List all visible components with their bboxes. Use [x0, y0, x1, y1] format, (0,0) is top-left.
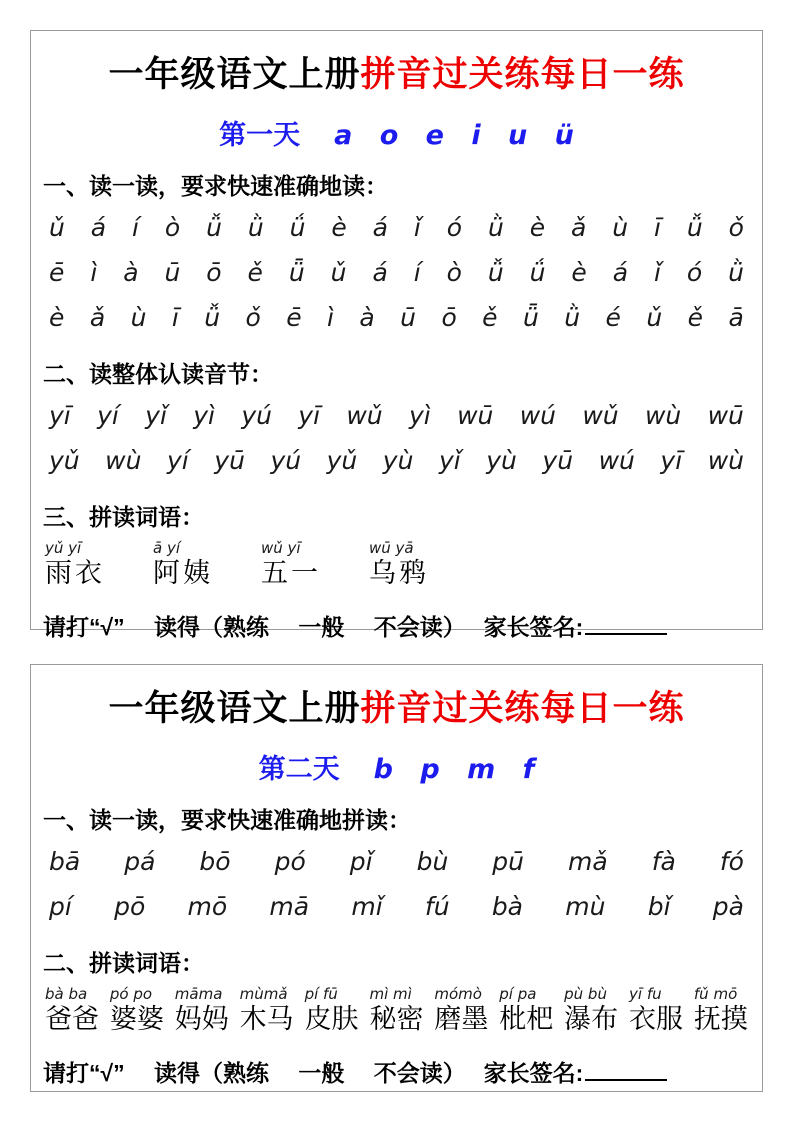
word-pinyin: wǔ yī [261, 539, 301, 557]
word-pinyin: bà ba [45, 985, 88, 1003]
pinyin-item: pó [274, 847, 306, 876]
syllable-row [43, 393, 750, 438]
pinyin-item: ǎ [571, 213, 587, 242]
syllable-item: yǔ [326, 446, 358, 475]
parent-sign-footer [43, 1055, 750, 1088]
word-item [45, 986, 99, 1037]
pinyin-row [43, 295, 750, 340]
pinyin-item: fà [651, 847, 676, 876]
word-item [369, 986, 423, 1037]
pinyin-item: ě [247, 258, 263, 287]
pinyin-item: ǚ [206, 213, 222, 242]
footer-text: 请打“√” 读得（熟练 一般 不会读） 家长签名: [43, 1060, 584, 1086]
syllable-item: wǔ [346, 401, 383, 430]
pinyin-item: ǜ [247, 213, 264, 242]
syllable-item: yǐ [145, 401, 167, 430]
word-pinyin: ā yí [153, 539, 181, 557]
section-heading-syllables: 二、读整体认读音节： [43, 361, 273, 387]
syllable-item: yí [167, 446, 189, 475]
pinyin-item: ǚ [487, 258, 504, 287]
word-item [434, 986, 488, 1037]
word-text: 妈妈 [174, 1004, 229, 1035]
word-text: 乌鸦 [369, 558, 429, 589]
pinyin-item: bà [491, 892, 524, 921]
word-text: 雨衣 [45, 558, 105, 589]
pinyin-item: ě [687, 303, 704, 332]
pinyin-item: ǔ [330, 258, 347, 287]
syllable-item: yì [408, 401, 431, 430]
pinyin-item: ù [612, 213, 629, 242]
pinyin-item: ǔ [49, 213, 65, 242]
syllable-item: wǔ [582, 401, 619, 430]
pinyin-item: ì [327, 303, 334, 332]
word-item [110, 986, 164, 1037]
pinyin-item: bō [199, 847, 231, 876]
pinyin-item: bǐ [647, 892, 671, 921]
title-black-part: 一年级语文上册 [108, 689, 361, 728]
pinyin-item: ǖ [522, 303, 539, 332]
words-row [43, 986, 750, 1037]
page-title [43, 681, 750, 731]
syllable-item: yī [49, 401, 71, 430]
day-letters: b p m f [373, 754, 535, 785]
syllable-item: yī [298, 401, 321, 430]
pinyin-item: ǎ [89, 303, 106, 332]
word-item [153, 540, 213, 591]
syllable-item: wù [105, 446, 142, 475]
pinyin-item: mǎ [568, 847, 608, 876]
day-letters: a o e i u ü [334, 120, 574, 151]
word-item [499, 986, 553, 1037]
syllable-item: yú [270, 446, 302, 475]
pinyin-item: ǜ [564, 303, 581, 332]
day-subtitle [43, 113, 750, 152]
pinyin-item: è [529, 213, 546, 242]
syllable-item: yí [97, 401, 119, 430]
word-pinyin: mómò [434, 985, 482, 1003]
word-text: 木马 [239, 1004, 294, 1035]
word-text: 阿姨 [153, 558, 213, 589]
pinyin-item: ī [171, 303, 179, 332]
pinyin-item: ǒ [728, 213, 744, 242]
word-item [45, 540, 105, 591]
word-pinyin: pó po [109, 985, 153, 1003]
syllable-item: yī [660, 446, 683, 475]
pinyin-item: fó [719, 847, 744, 876]
word-pinyin: wū yā [369, 539, 414, 557]
word-item [261, 540, 321, 591]
pinyin-item: ò [164, 213, 181, 242]
word-text: 瀑布 [564, 1004, 619, 1035]
word-text: 衣服 [629, 1004, 684, 1035]
word-text: 爸爸 [45, 1004, 99, 1035]
pinyin-item: ē [49, 258, 65, 287]
word-text: 抚摸 [693, 1004, 748, 1035]
title-black-part: 一年级语文上册 [108, 55, 361, 94]
word-text: 五一 [261, 558, 321, 589]
syllable-item: wú [519, 401, 556, 430]
pinyin-item: mā [269, 892, 310, 921]
pinyin-item: ǘ [529, 258, 546, 287]
words-row [43, 540, 750, 591]
pinyin-item: è [331, 213, 347, 242]
pinyin-item: ì [90, 258, 98, 287]
pinyin-row [43, 250, 750, 295]
syllable-item: wù [707, 446, 744, 475]
word-text: 婆婆 [109, 1004, 164, 1035]
day-label: 第二天 [258, 754, 340, 784]
title-red-part: 拼音过关练每日一练 [360, 689, 685, 728]
word-pinyin: yī fu [629, 985, 662, 1003]
pinyin-item: ī [654, 213, 661, 242]
pinyin-item: pá [124, 847, 156, 876]
word-text: 磨墨 [434, 1004, 489, 1035]
pinyin-item: ē [286, 303, 302, 332]
pinyin-item: á [372, 213, 388, 242]
pinyin-item: mù [565, 892, 606, 921]
pinyin-item: ǖ [288, 258, 305, 287]
pinyin-item: ǔ [646, 303, 663, 332]
word-text: 秘密 [369, 1004, 424, 1035]
word-item [175, 986, 229, 1037]
pinyin-item: ò [446, 258, 462, 287]
pinyin-row [43, 884, 750, 929]
syllable-item: yǔ [49, 446, 80, 475]
pinyin-item: pō [114, 892, 146, 921]
pinyin-item: ó [686, 258, 703, 287]
pinyin-item: à [123, 258, 139, 287]
pinyin-item: fú [424, 892, 450, 921]
section-heading-read: 一、读一读，要求快速准确地拼读： [43, 807, 411, 833]
word-pinyin: pí pa [499, 985, 537, 1003]
word-pinyin: fǔ mō [693, 985, 738, 1003]
pinyin-row [43, 205, 750, 250]
day-subtitle [43, 747, 750, 786]
pinyin-item: pū [492, 847, 525, 876]
word-item [629, 986, 683, 1037]
word-item [369, 540, 429, 591]
section-heading-read: 一、读一读，要求快速准确地读： [43, 173, 388, 199]
syllable-item: wū [457, 401, 494, 430]
signature-line [585, 1061, 667, 1081]
word-pinyin: mì mì [369, 985, 412, 1003]
pinyin-item: á [90, 213, 107, 242]
word-pinyin: yǔ yī [45, 539, 82, 557]
word-item [305, 986, 359, 1037]
pinyin-item: í [132, 213, 139, 242]
pinyin-item: ū [164, 258, 181, 287]
pinyin-item: ǜ [728, 258, 744, 287]
pinyin-item: pǐ [349, 847, 373, 876]
section-heading-words: 二、拼读词语： [43, 950, 204, 976]
pinyin-item: ǐ [413, 213, 421, 242]
syllable-item: yù [382, 446, 414, 475]
pinyin-row [43, 839, 750, 884]
word-pinyin: pù bù [564, 985, 607, 1003]
page-title [43, 47, 750, 97]
pinyin-item: ō [206, 258, 222, 287]
pinyin-item: ě [482, 303, 498, 332]
word-pinyin: mùmǎ [239, 985, 288, 1003]
pinyin-item: ǒ [245, 303, 261, 332]
pinyin-item: pí [49, 892, 72, 921]
syllable-item: wū [707, 401, 744, 430]
pinyin-item: á [612, 258, 629, 287]
pinyin-item: è [49, 303, 65, 332]
parent-sign-footer [43, 609, 750, 642]
syllable-item: yì [193, 401, 215, 430]
pinyin-item: é [605, 303, 621, 332]
syllable-item: wú [598, 446, 635, 475]
worksheet-day1 [30, 30, 763, 640]
syllable-item: yū [214, 446, 245, 475]
pinyin-item: í [413, 258, 421, 287]
section-heading-words: 三、拼读词语： [43, 504, 204, 530]
pinyin-item: ǐ [654, 258, 661, 287]
word-item [564, 986, 618, 1037]
syllable-item: wù [644, 401, 682, 430]
pinyin-item: ā [728, 303, 744, 332]
signature-line [585, 615, 667, 635]
pinyin-item: pà [712, 892, 744, 921]
word-item [240, 986, 294, 1037]
day-label: 第一天 [219, 120, 301, 150]
pinyin-item: ǘ [289, 213, 306, 242]
word-text: 枇杷 [499, 1004, 554, 1035]
pinyin-item: ō [441, 303, 457, 332]
pinyin-item: ū [400, 303, 417, 332]
syllable-item: yú [241, 401, 272, 430]
pinyin-item: à [359, 303, 375, 332]
pinyin-item: è [571, 258, 587, 287]
syllable-row [43, 438, 750, 483]
title-red-part: 拼音过关练每日一练 [360, 55, 685, 94]
worksheet-day2 [30, 664, 763, 1092]
pinyin-item: bā [49, 847, 81, 876]
pinyin-item: á [372, 258, 388, 287]
pinyin-item: ǚ [686, 213, 703, 242]
pinyin-item: mǐ [351, 892, 383, 921]
word-text: 皮肤 [304, 1004, 359, 1035]
word-item [694, 986, 748, 1037]
syllable-item: yū [542, 446, 574, 475]
pinyin-item: bù [416, 847, 449, 876]
syllable-item: yù [486, 446, 517, 475]
pinyin-item: ù [130, 303, 147, 332]
word-pinyin: māma [174, 985, 223, 1003]
pinyin-item: mō [187, 892, 228, 921]
footer-text: 请打“√” 读得（熟练 一般 不会读） 家长签名: [43, 614, 584, 640]
pinyin-item: ó [446, 213, 463, 242]
pinyin-item: ǚ [204, 303, 221, 332]
word-pinyin: pí fū [304, 985, 338, 1003]
syllable-item: yǐ [438, 446, 461, 475]
pinyin-item: ǜ [487, 213, 504, 242]
